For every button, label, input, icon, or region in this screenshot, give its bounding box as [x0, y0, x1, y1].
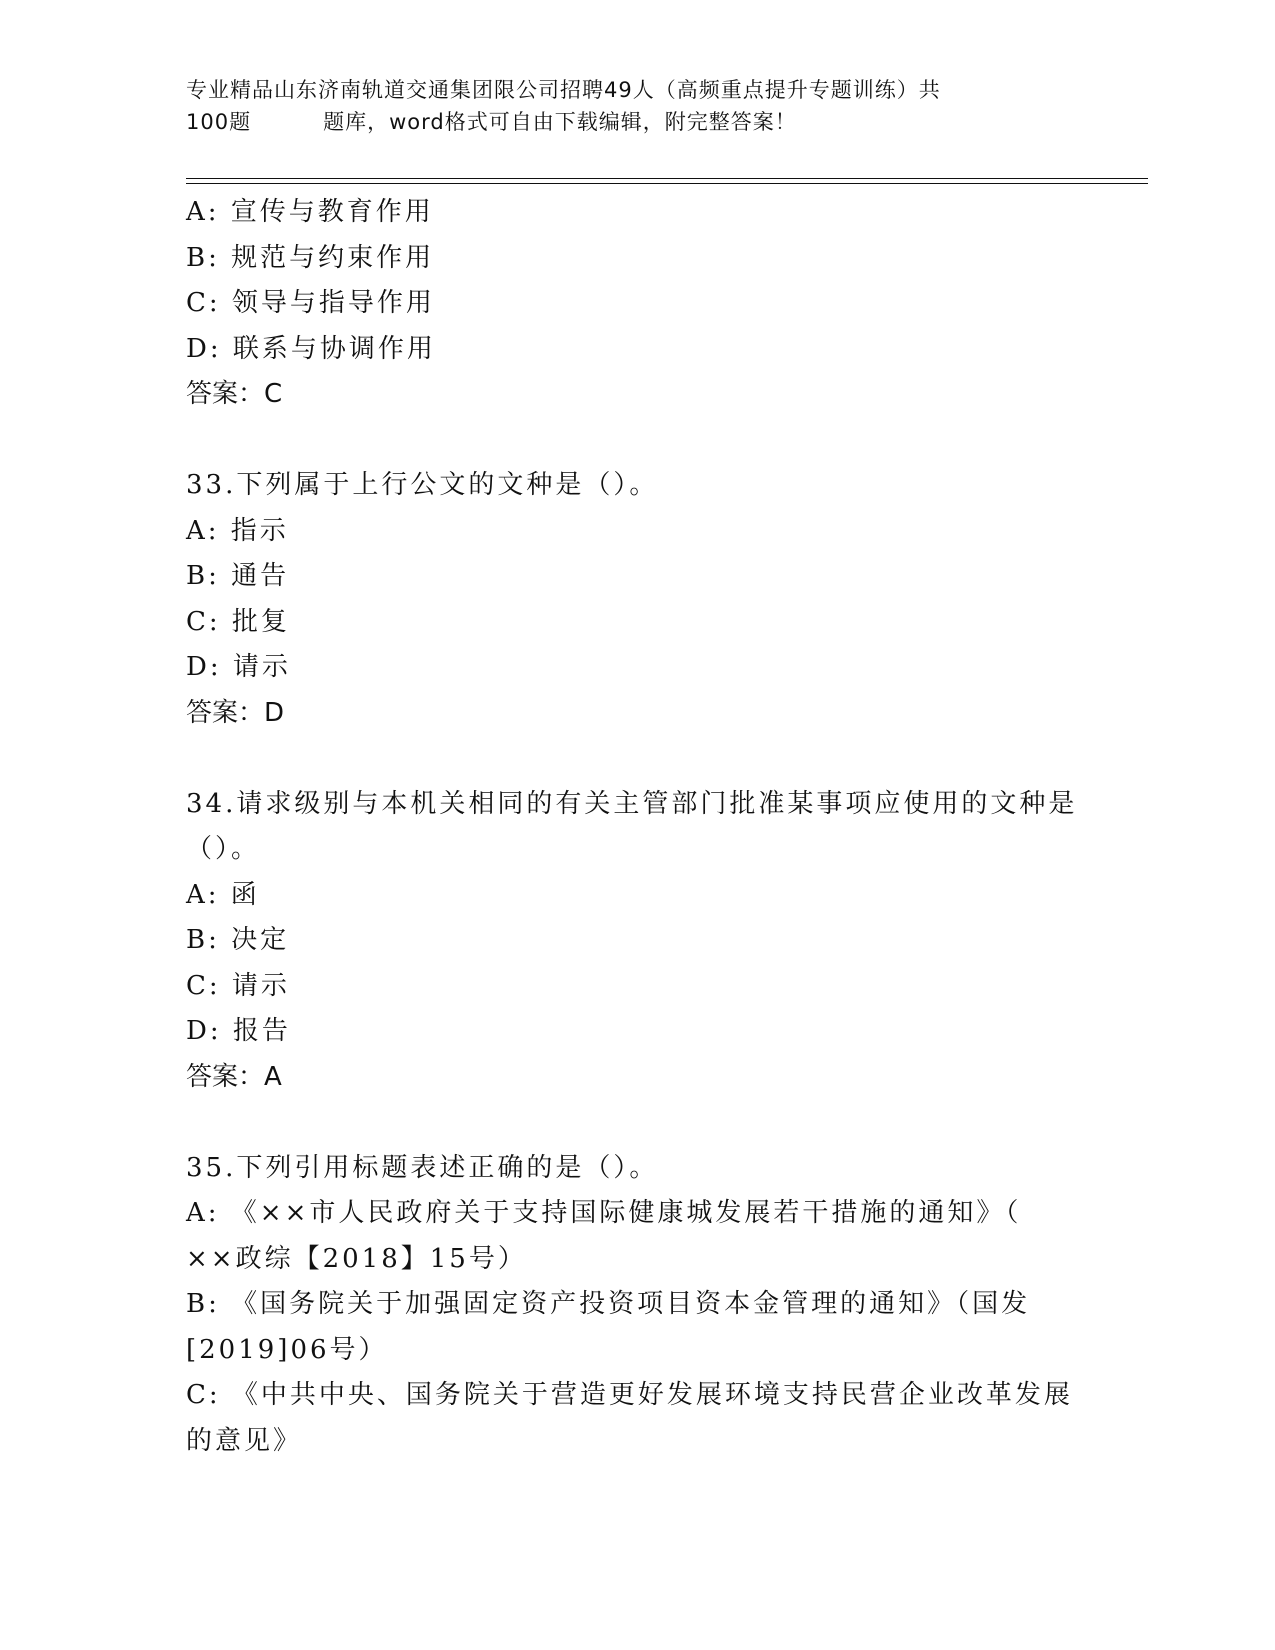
option-c: C: 请示	[186, 970, 290, 1001]
option-b: B: 规范与约束作用	[186, 242, 435, 273]
option-d: D: 报告	[186, 1016, 291, 1046]
option-a: A: 函	[186, 879, 260, 910]
answer: 答案：C	[186, 379, 283, 409]
answer: 答案：D	[186, 697, 285, 728]
option-b-line-2: [2019]06号）	[186, 1334, 388, 1365]
answer: 答案：A	[186, 1061, 282, 1092]
header-count: 100题	[186, 110, 252, 134]
option-c-line-1: C: 《中共中央、国务院关于营造更好发展环境支持民营企业改革发展	[186, 1380, 1073, 1410]
header-divider-top	[186, 178, 1148, 179]
option-a-line-2: ××政综【2018】15号）	[186, 1243, 527, 1274]
option-c: C: 领导与指导作用	[186, 288, 435, 318]
question-text-line-1: 34.请求级别与本机关相同的有关主管部门批准某事项应使用的文种是	[186, 788, 1078, 819]
question-34	[186, 782, 1076, 1101]
option-a: A: 指示	[186, 515, 289, 546]
question-32	[186, 190, 1076, 418]
option-b: B: 通告	[186, 561, 290, 591]
question-35	[186, 1146, 1076, 1465]
option-a: A: 宣传与教育作用	[186, 197, 434, 227]
question-text: 33.下列属于上行公文的文种是（）。	[186, 470, 659, 500]
question-text-line-2: （）。	[186, 834, 261, 864]
document-header	[186, 74, 1086, 138]
header-description: 题库，word格式可自由下载编辑，附完整答案！	[323, 110, 797, 134]
header-divider-bottom	[186, 183, 1148, 184]
option-c: C: 批复	[186, 606, 290, 637]
option-b-line-1: B: 《国务院关于加强固定资产投资项目资本金管理的通知》（国发	[186, 1289, 1031, 1319]
option-b: B: 决定	[186, 925, 290, 955]
option-d: D: 联系与协调作用	[186, 333, 436, 364]
option-d: D: 请示	[186, 652, 291, 682]
header-line-1: 专业精品山东济南轨道交通集团限公司招聘49人（高频重点提升专题训练）共	[186, 78, 941, 102]
question-33	[186, 463, 1076, 736]
question-text: 35.下列引用标题表述正确的是（）。	[186, 1152, 659, 1183]
option-c-line-2: 的意见》	[186, 1425, 303, 1456]
question-list	[186, 190, 1076, 1464]
option-a-line-1: A: 《××市人民政府关于支持国际健康城发展若干措施的通知》（	[186, 1198, 1022, 1228]
header-line-2	[186, 106, 1086, 138]
